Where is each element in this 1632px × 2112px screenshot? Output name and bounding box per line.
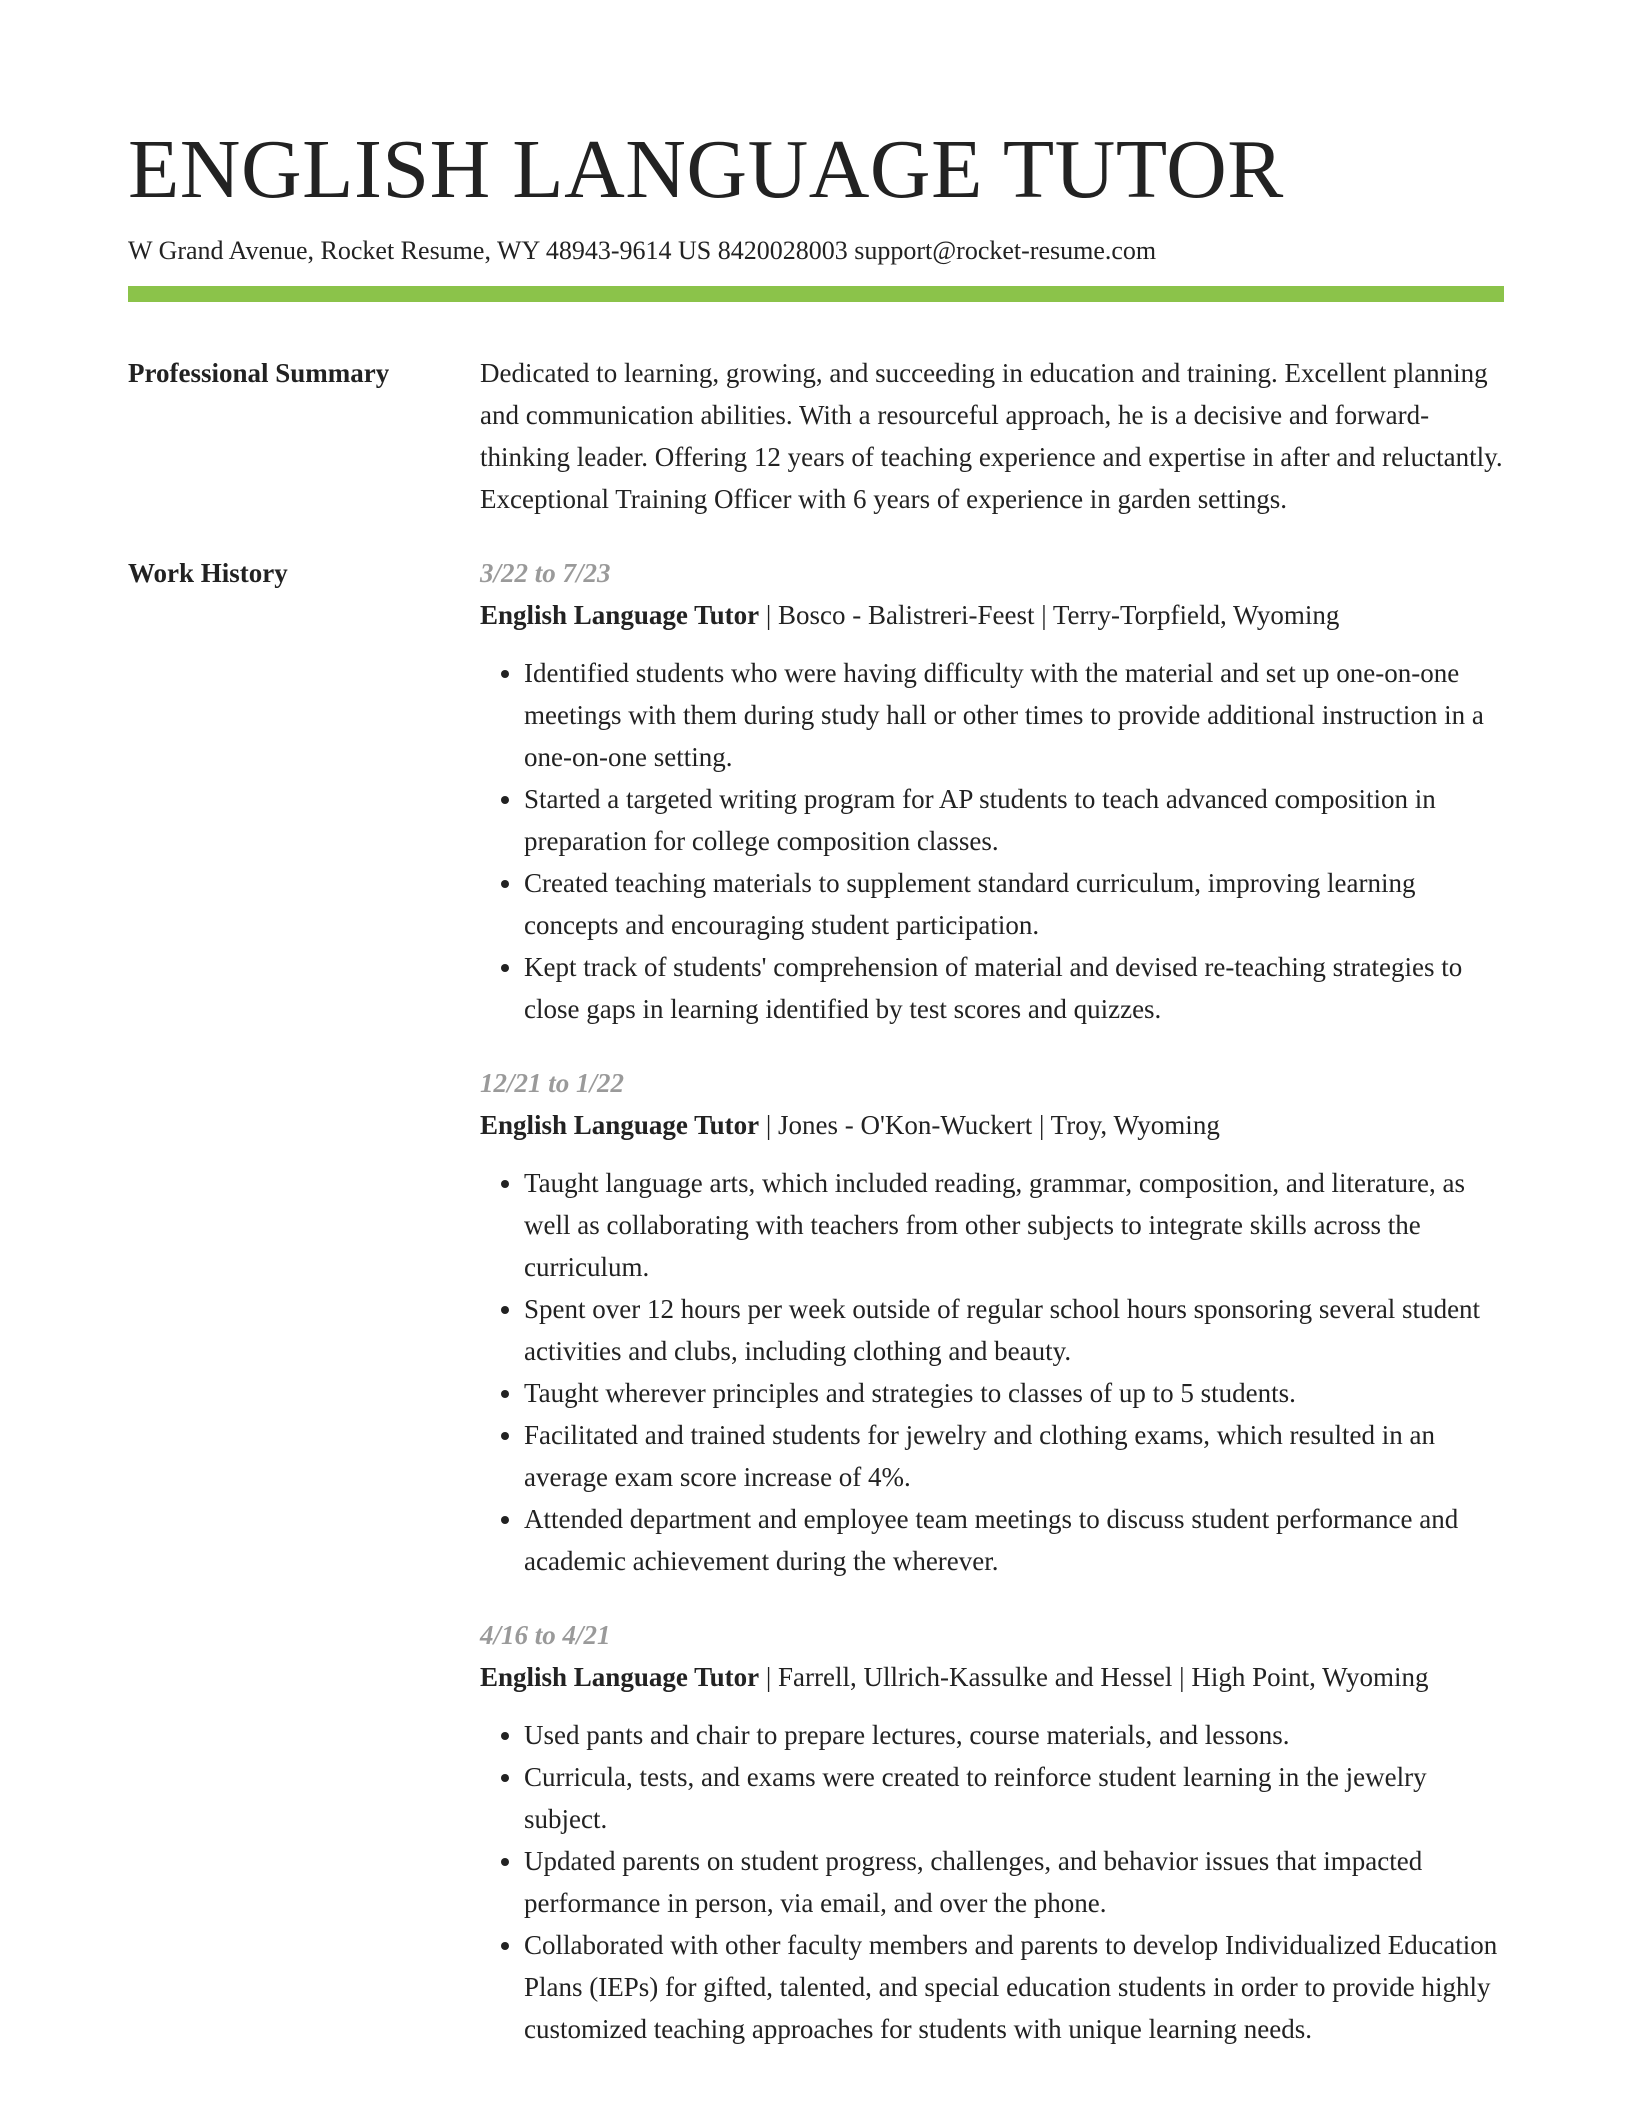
job-bullet: • Collaborated with other faculty members and parents to develop Individualized Education Plans (IEPs) for gifted, talented, and special education students in order to provide highly customized teaching approaches for students with unique learning needs. [524,1924,1504,2050]
contact-line [128,234,1504,268]
job-bullets [480,1162,1504,1582]
job-entry [480,1614,1504,2050]
job-bullet: • Curricula, tests, and exams were created to reinforce student learning in the jewelry subject. [524,1756,1504,1840]
contact-phone: 8420028003 [717,236,848,265]
job-bullets [480,652,1504,1030]
job-dates: 3/22 to 7/23 [480,558,611,588]
job-bullet: • Taught language arts, which included reading, grammar, composition, and literature, as well as collaborating with teachers from other subjects to integrate skills across the curriculum. [524,1162,1504,1288]
job-heading [480,1656,1504,1698]
job-heading [480,594,1504,636]
job-bullets [480,1714,1504,2050]
job-dates: 12/21 to 1/22 [480,1068,625,1098]
section-label-work-history: Work History [128,558,288,588]
job-bullet: • Taught wherever principles and strategies to classes of up to 5 students. [524,1372,1504,1414]
job-bullet: • Spent over 12 hours per week outside of regular school hours sponsoring several student activities and clubs, including clothing and beauty. [524,1288,1504,1372]
job-details: | Farrell, Ullrich-Kassulke and Hessel | High Point, Wyoming [759,1662,1429,1692]
job-bullet: • Facilitated and trained students for jewelry and clothing exams, which resulted in an average exam score increase of 4%. [524,1414,1504,1498]
job-title: English Language Tutor [480,1110,760,1140]
job-details: | Bosco - Balistreri-Feest | Terry-Torpfield, Wyoming [759,600,1340,630]
job-heading [480,1104,1504,1146]
work-history-section [128,552,1504,2050]
contact-address: W Grand Avenue, Rocket Resume, WY 48943-9614 US [128,236,712,265]
job-bullet: • Started a targeted writing program for AP students to teach advanced composition in preparation for college composition classes. [524,778,1504,862]
section-label-summary: Professional Summary [128,358,390,388]
job-bullet: • Used pants and chair to prepare lectures, course materials, and lessons. [524,1714,1504,1756]
contact-email: support@rocket-resume.com [854,236,1157,265]
work-history-list [480,552,1504,2050]
accent-divider [128,286,1504,302]
job-dates: 4/16 to 4/21 [480,1620,611,1650]
job-bullet: • Updated parents on student progress, challenges, and behavior issues that impacted performance in person, via email, and over the phone. [524,1840,1504,1924]
job-bullet: • Identified students who were having difficulty with the material and set up one-on-one meetings with them during study hall or other times to provide additional instruction in a one-on-one setting. [524,652,1504,778]
job-bullet: • Kept track of students' comprehension of material and devised re-teaching strategies to close gaps in learning identified by test scores and quizzes. [524,946,1504,1030]
job-bullet: • Created teaching materials to supplement standard curriculum, improving learning concepts and encouraging student participation. [524,862,1504,946]
professional-summary-section [128,352,1504,520]
job-title: English Language Tutor [480,600,760,630]
job-title: English Language Tutor [480,1662,760,1692]
resume-title: ENGLISH LANGUAGE TUTOR [128,123,1284,216]
summary-text: Dedicated to learning, growing, and succeeding in education and training. Excellent planning and communication abilities. With a resourceful approach, he is a decisive and forward-thinking leader. Offering 12 years of teaching experience and expertise in after and reluctantly. Exceptional Training Officer with 6 years of experience in garden settings. [480,358,1503,514]
job-details: | Jones - O'Kon-Wuckert | Troy, Wyoming [759,1110,1220,1140]
job-entry [480,1062,1504,1582]
job-entry [480,552,1504,1030]
job-bullet: • Attended department and employee team meetings to discuss student performance and academic achievement during the wherever. [524,1498,1504,1582]
